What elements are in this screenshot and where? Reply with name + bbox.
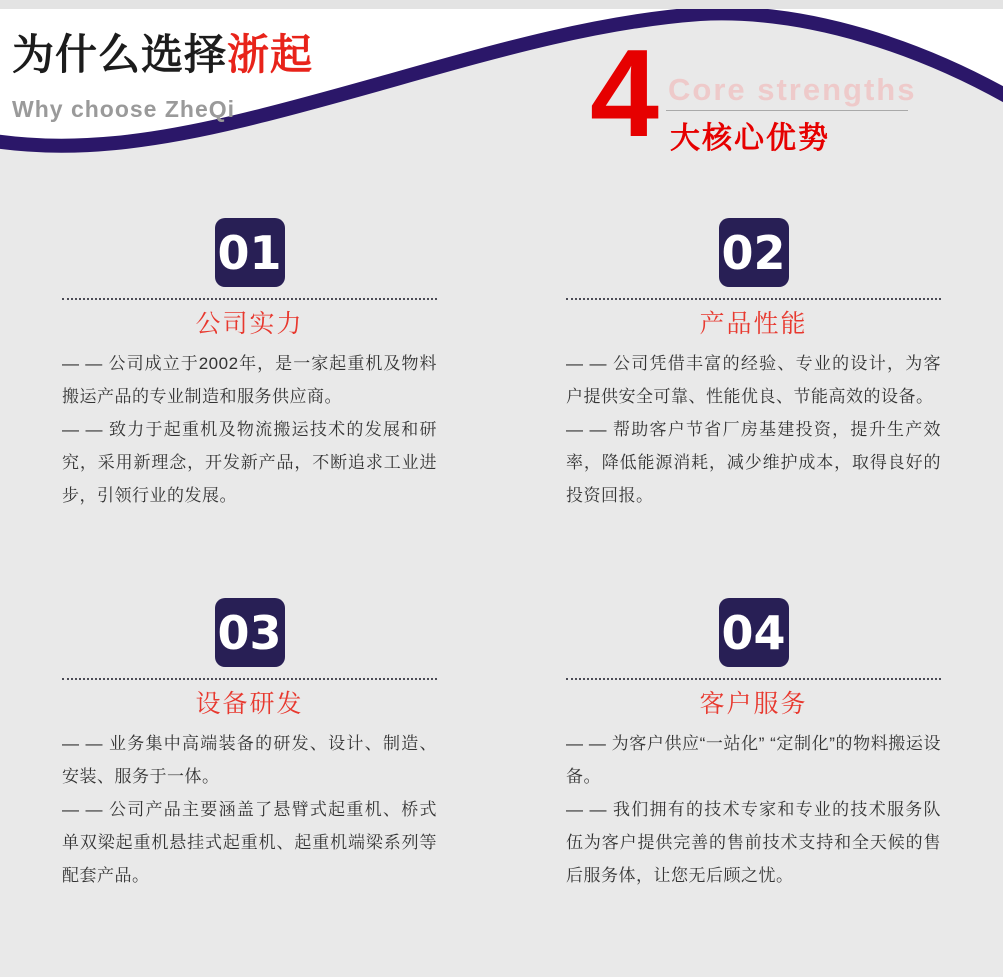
badge-number-text: 02 [721,225,786,280]
strength-paragraph: — — 我们拥有的技术专家和专业的技术服务队伍为客户提供完善的售前技术支持和全天候的售后服务体，让您无后顾之忧。 [566,800,941,885]
strength-paragraph: — — 公司成立于2002年，是一家起重机及物料搬运产品的专业制造和服务供应商。 [62,354,437,406]
page-title-brand: 浙起 [227,31,314,78]
badge-number-text: 04 [721,605,786,660]
strength-paragraph: — — 致力于起重机及物流搬运技术的发展和研究，采用新理念，开发新产品，不断追求工业进步，引领行业的发展。 [62,420,437,505]
strength-title: 公司实力 [195,310,304,338]
dotted-divider [566,678,941,680]
badge-number-text: 03 [217,605,282,660]
number-badge-03 [215,598,285,667]
strength-paragraph: — — 公司产品主要涵盖了悬臂式起重机、桥式单双梁起重机悬挂式起重机、起重机端梁系列等配套产品。 [62,800,437,885]
core-strengths-number: 4 [590,25,659,163]
strength-text [62,727,437,892]
strength-text [566,727,941,892]
core-strengths-chinese: 大核心优势 [670,122,830,155]
badge-number-text: 01 [217,225,282,280]
strength-text [62,347,437,512]
page-title [12,26,313,84]
strength-paragraph: — — 为客户供应“一站化” “定制化”的物料搬运设备。 [566,734,941,786]
strength-title: 客户服务 [699,690,808,718]
core-strengths-english: Core strengths [668,72,917,107]
number-badge-01 [215,218,285,287]
strength-block-02 [566,218,941,512]
dotted-divider [62,298,437,300]
strength-paragraph: — — 帮助客户节省厂房基建投资，提升生产效率，降低能源消耗，减少维护成本，取得良好的投资回报。 [566,420,941,505]
dotted-divider [566,298,941,300]
number-badge-04 [719,598,789,667]
strength-title: 设备研发 [195,690,304,718]
strength-block-04 [566,598,941,892]
strength-paragraph: — — 业务集中高端装备的研发、设计、制造、安装、服务于一体。 [62,734,437,786]
top-strip [0,0,1003,9]
core-strengths-divider [666,110,908,111]
strength-block-03 [62,598,437,892]
page-subtitle: Why choose ZheQi [12,96,236,122]
page-title-black: 为什么选择 [12,31,228,78]
number-badge-02 [719,218,789,287]
strength-paragraph: — — 公司凭借丰富的经验、专业的设计，为客户提供安全可靠、性能优良、节能高效的设备。 [566,354,941,406]
strength-block-01 [62,218,437,512]
dotted-divider [62,678,437,680]
strength-title: 产品性能 [699,310,808,338]
strength-text [566,347,941,512]
